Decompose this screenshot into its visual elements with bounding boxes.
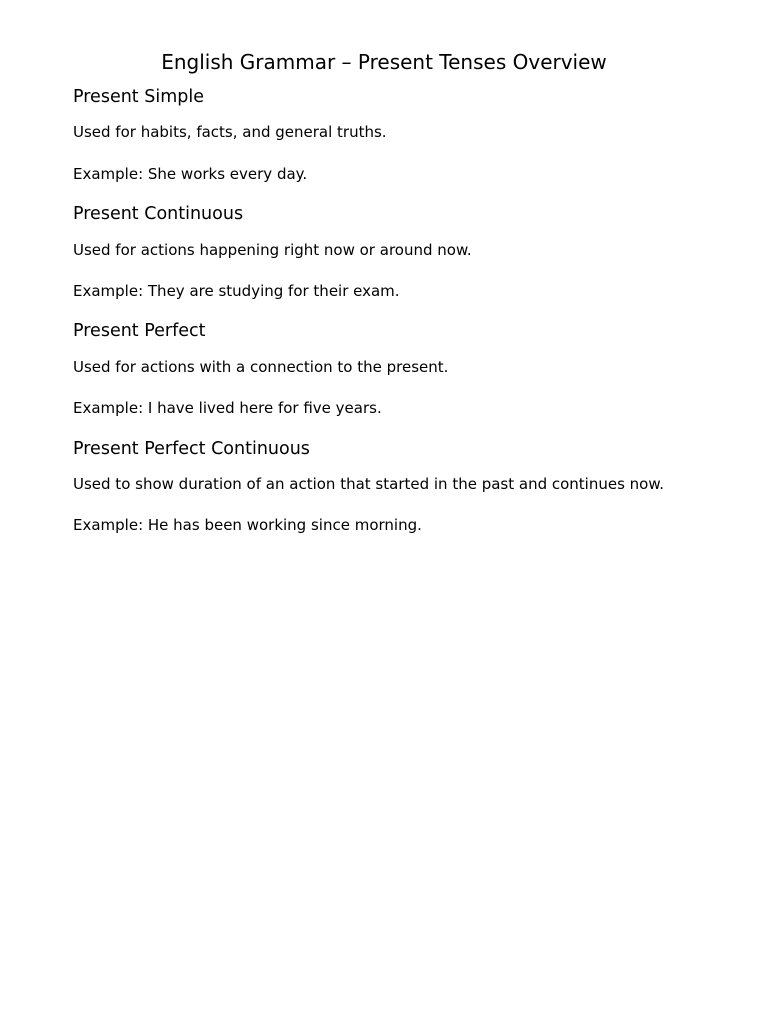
section-example-present-perfect: Example: I have lived here for five years. xyxy=(73,399,382,417)
section-example-present-continuous: Example: They are studying for their exam. xyxy=(73,282,400,300)
section-heading-present-perfect: Present Perfect xyxy=(73,321,206,341)
section-description-present-continuous: Used for actions happening right now or around now. xyxy=(73,241,472,259)
section-description-present-perfect: Used for actions with a connection to the present. xyxy=(73,358,449,376)
section-heading-present-continuous: Present Continuous xyxy=(73,204,244,224)
section-example-present-perfect-continuous: Example: He has been working since morning. xyxy=(73,516,422,534)
section-example-present-simple: Example: She works every day. xyxy=(73,165,308,183)
section-description-present-perfect-continuous: Used to show duration of an action that started in the past and continues now. xyxy=(73,475,665,493)
section-description-present-simple: Used for habits, facts, and general truths. xyxy=(73,123,387,141)
section-heading-present-simple: Present Simple xyxy=(73,87,204,107)
section-heading-present-perfect-continuous: Present Perfect Continuous xyxy=(73,439,310,459)
document-title: English Grammar – Present Tenses Overview xyxy=(161,50,607,74)
